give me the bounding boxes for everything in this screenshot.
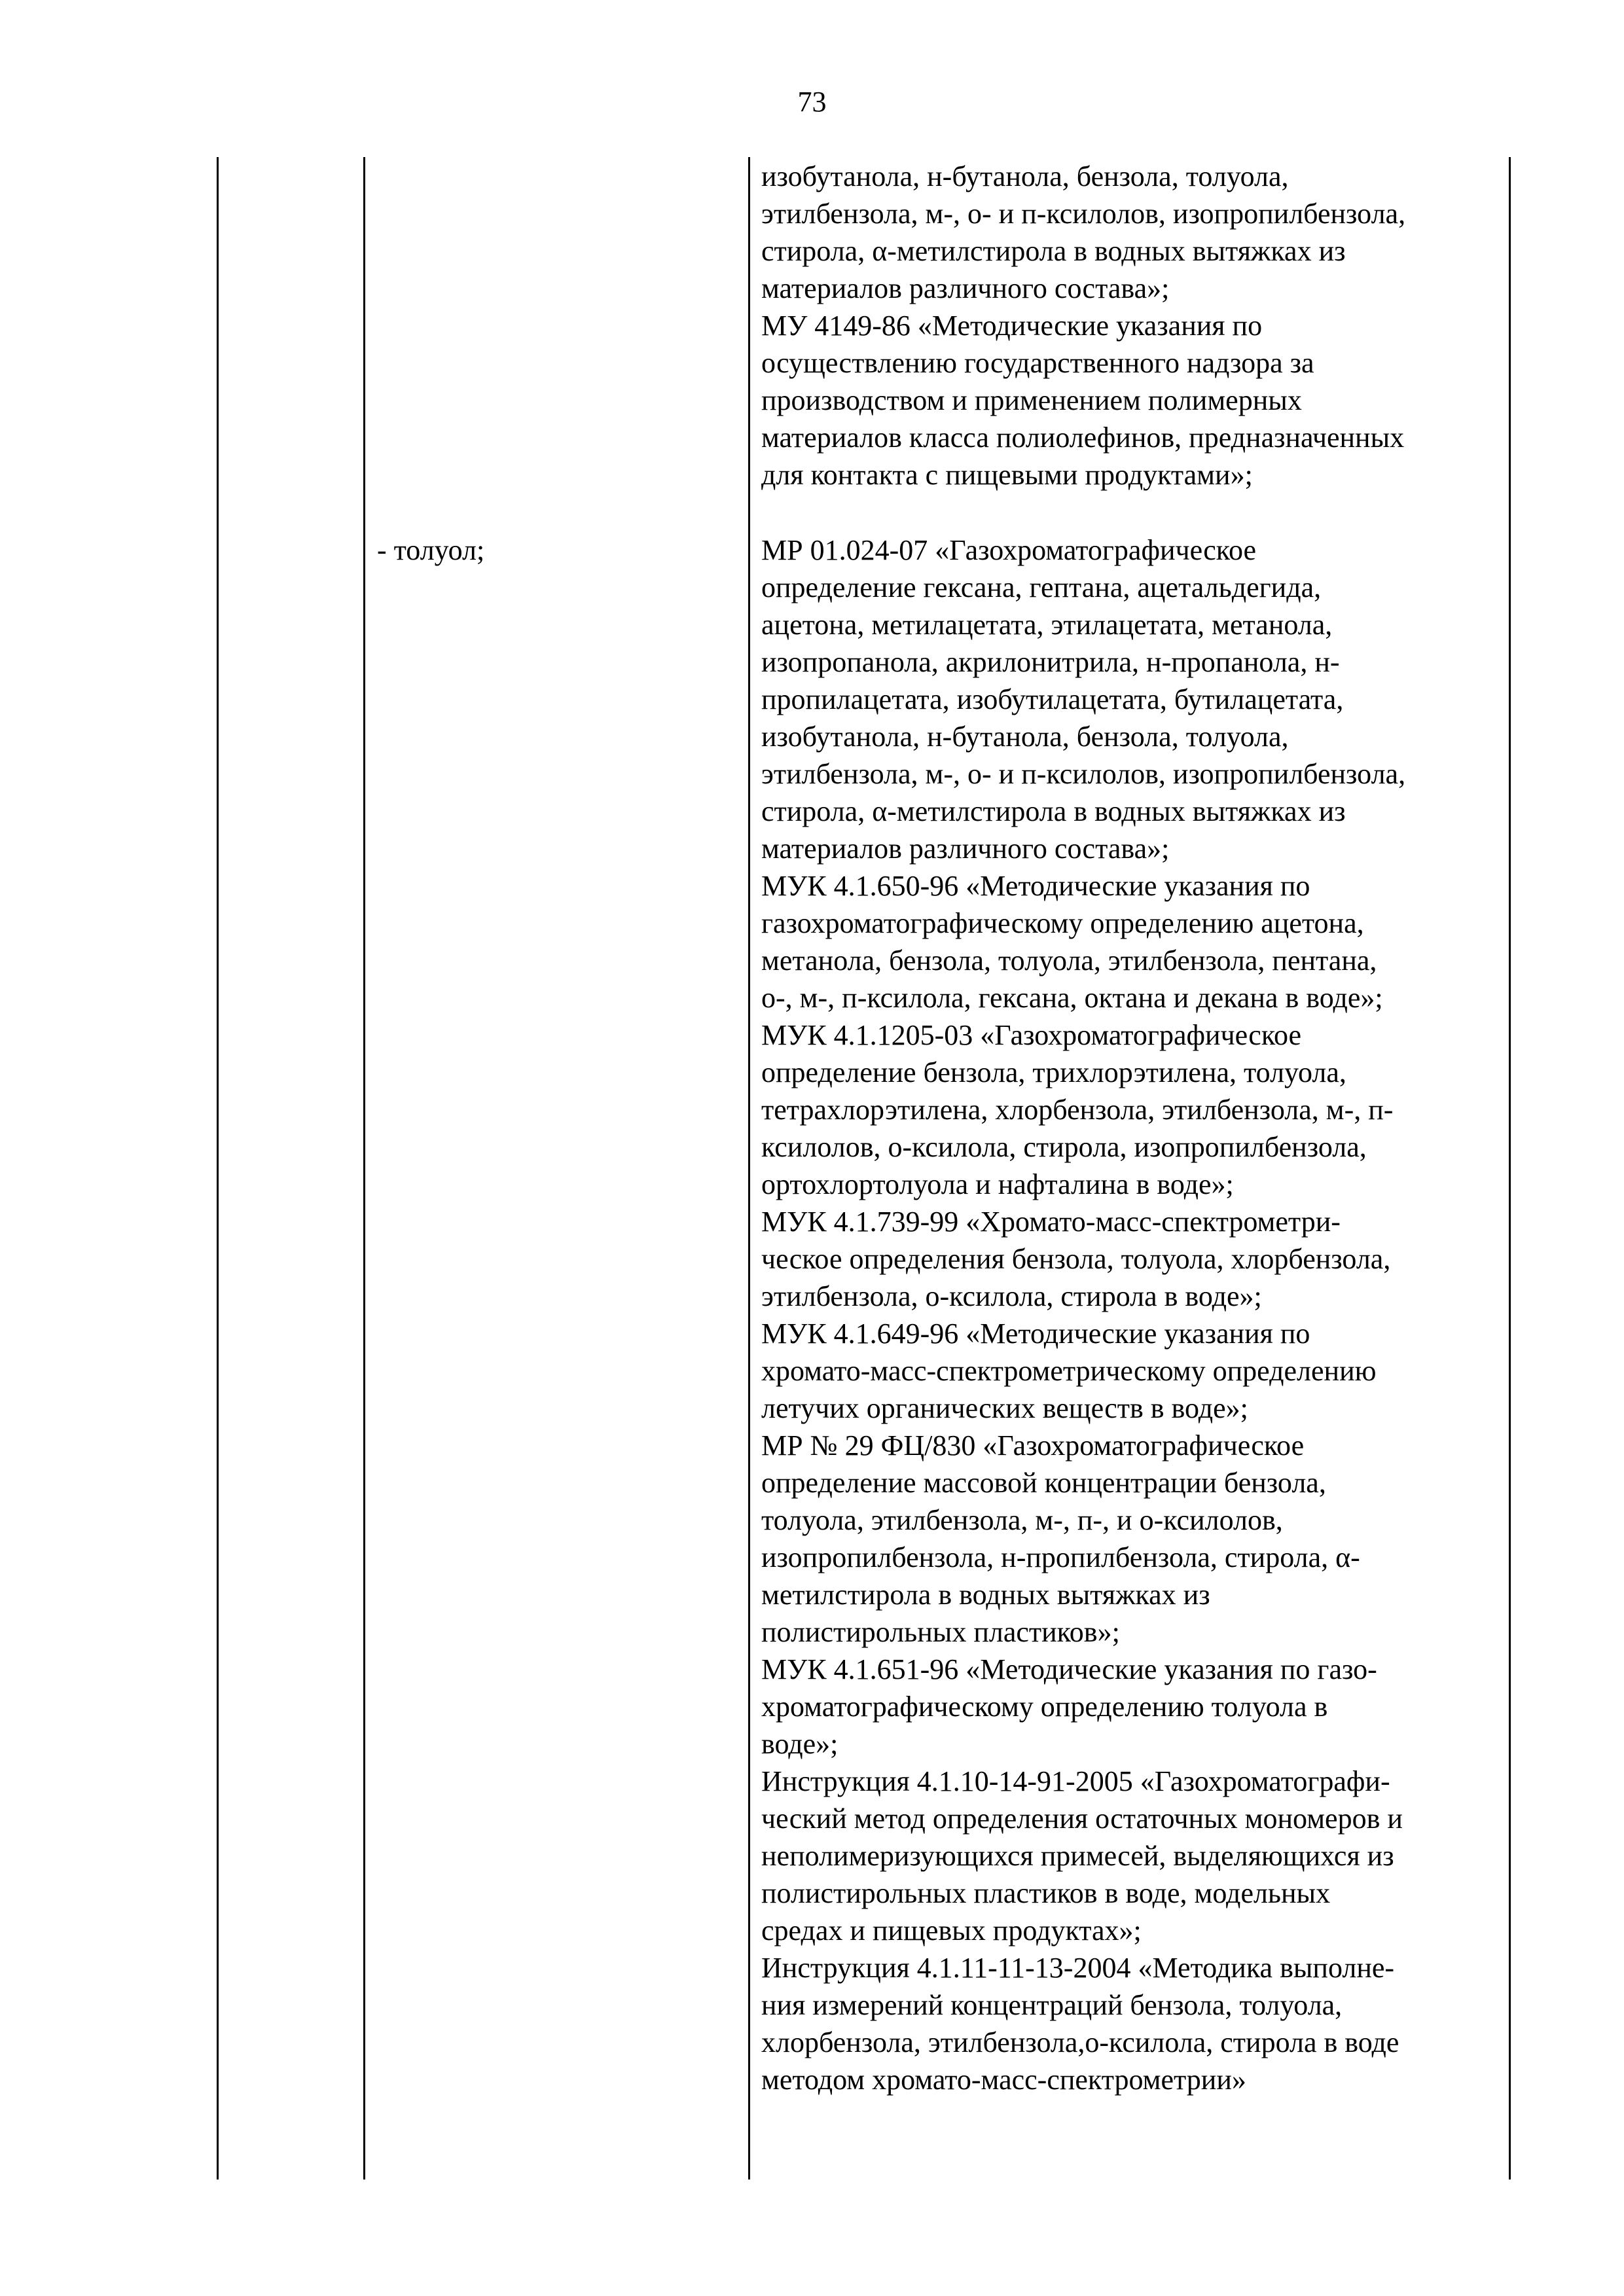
methods-cell-toluene xyxy=(761,531,1498,2098)
method-entry: МУК 4.1.651-96 «Методические указания по газо- хроматографическому определению толуола в воде»; xyxy=(761,1653,1377,1760)
page-number: 73 xyxy=(797,86,827,118)
method-entry: МУК 4.1.739-99 «Хромато-масс-спектрометри- ческое определения бензола, толуола, хлорбензола, этилбензола, о-ксилола, стирола в воде»; xyxy=(761,1206,1391,1312)
continued-method-entry: МУ 4149-86 «Методические указания по осуществлению государственного надзора за производством и применением полимерных материалов класса полиолефинов, предназначенных для контакта с пищевыми продуктами»; xyxy=(761,310,1405,491)
table-column-divider-1 xyxy=(363,157,365,2179)
continued-methods-cell xyxy=(761,158,1498,493)
method-entry: МР 01.024-07 «Газохроматографическое определение гексана, гептана, ацетальдегида, ацетона, метилацетата, этилацетата, метанола, изопропанола, акрилонитрила, н-пропанола, н- пропилацетата, изобутилацетата, бутилацетата, изобутанола, н-бутанола, бензола, толуола, этилбензола, м-, о- и п-ксилолов, изопропилбензола, стирола, α-метилстирола в водных вытяжках из материалов различного состава»; xyxy=(761,534,1406,865)
method-entry: Инструкция 4.1.11-11-13-2004 «Методика выполне- ния измерений концентраций бензола, толуола, хлорбензола, этилбензола,о-ксилола, стирола в воде методом хромато-масс-спектрометрии» xyxy=(761,1952,1399,2096)
method-entry: МУК 4.1.1205-03 «Газохроматографическое определение бензола, трихлорэтилена, толуола, тетрахлорэтилена, хлорбензола, этилбензола, м-, п- ксилолов, о-ксилола, стирола, изопропилбензола, ортохлортолуола и нафталина в воде»; xyxy=(761,1019,1394,1200)
method-entry: Инструкция 4.1.10-14-91-2005 «Газохроматографи- ческий метод определения остаточных мономеров и неполимеризующихся примесей, выделяющихся из полистирольных пластиков в воде, модельных средах и пищевых продуктах»; xyxy=(761,1765,1403,1946)
table-border-left xyxy=(217,157,219,2179)
table-border-right xyxy=(1509,157,1511,2179)
method-entry: МУК 4.1.650-96 «Методические указания по газохроматографическому определению ацетона, метанола, бензола, толуола, этилбензола, пентана, о-, м-, п-ксилола, гексана, октана и декана в воде»; xyxy=(761,870,1383,1014)
substance-cell-toluene: - толуол; xyxy=(377,534,485,566)
method-entry: МР № 29 ФЦ/830 «Газохроматографическое определение массовой концентрации бензола, толуола, этилбензола, м-, п-, и о-ксилолов, изопропилбензола, н-пропилбензола, стирола, α- метилстирола в водных вытяжках из полистирольных пластиков»; xyxy=(761,1429,1360,1648)
method-entry: МУК 4.1.649-96 «Методические указания по хромато-масс-спектрометрическому определению летучих органических веществ в воде»; xyxy=(761,1318,1377,1424)
table-column-divider-2 xyxy=(748,157,750,2179)
continued-method-entry: изобутанола, н-бутанола, бензола, толуола, этилбензола, м-, о- и п-ксилолов, изопропилбензола, стирола, α-метилстирола в водных вытяжках из материалов различного состава»; xyxy=(761,160,1406,304)
